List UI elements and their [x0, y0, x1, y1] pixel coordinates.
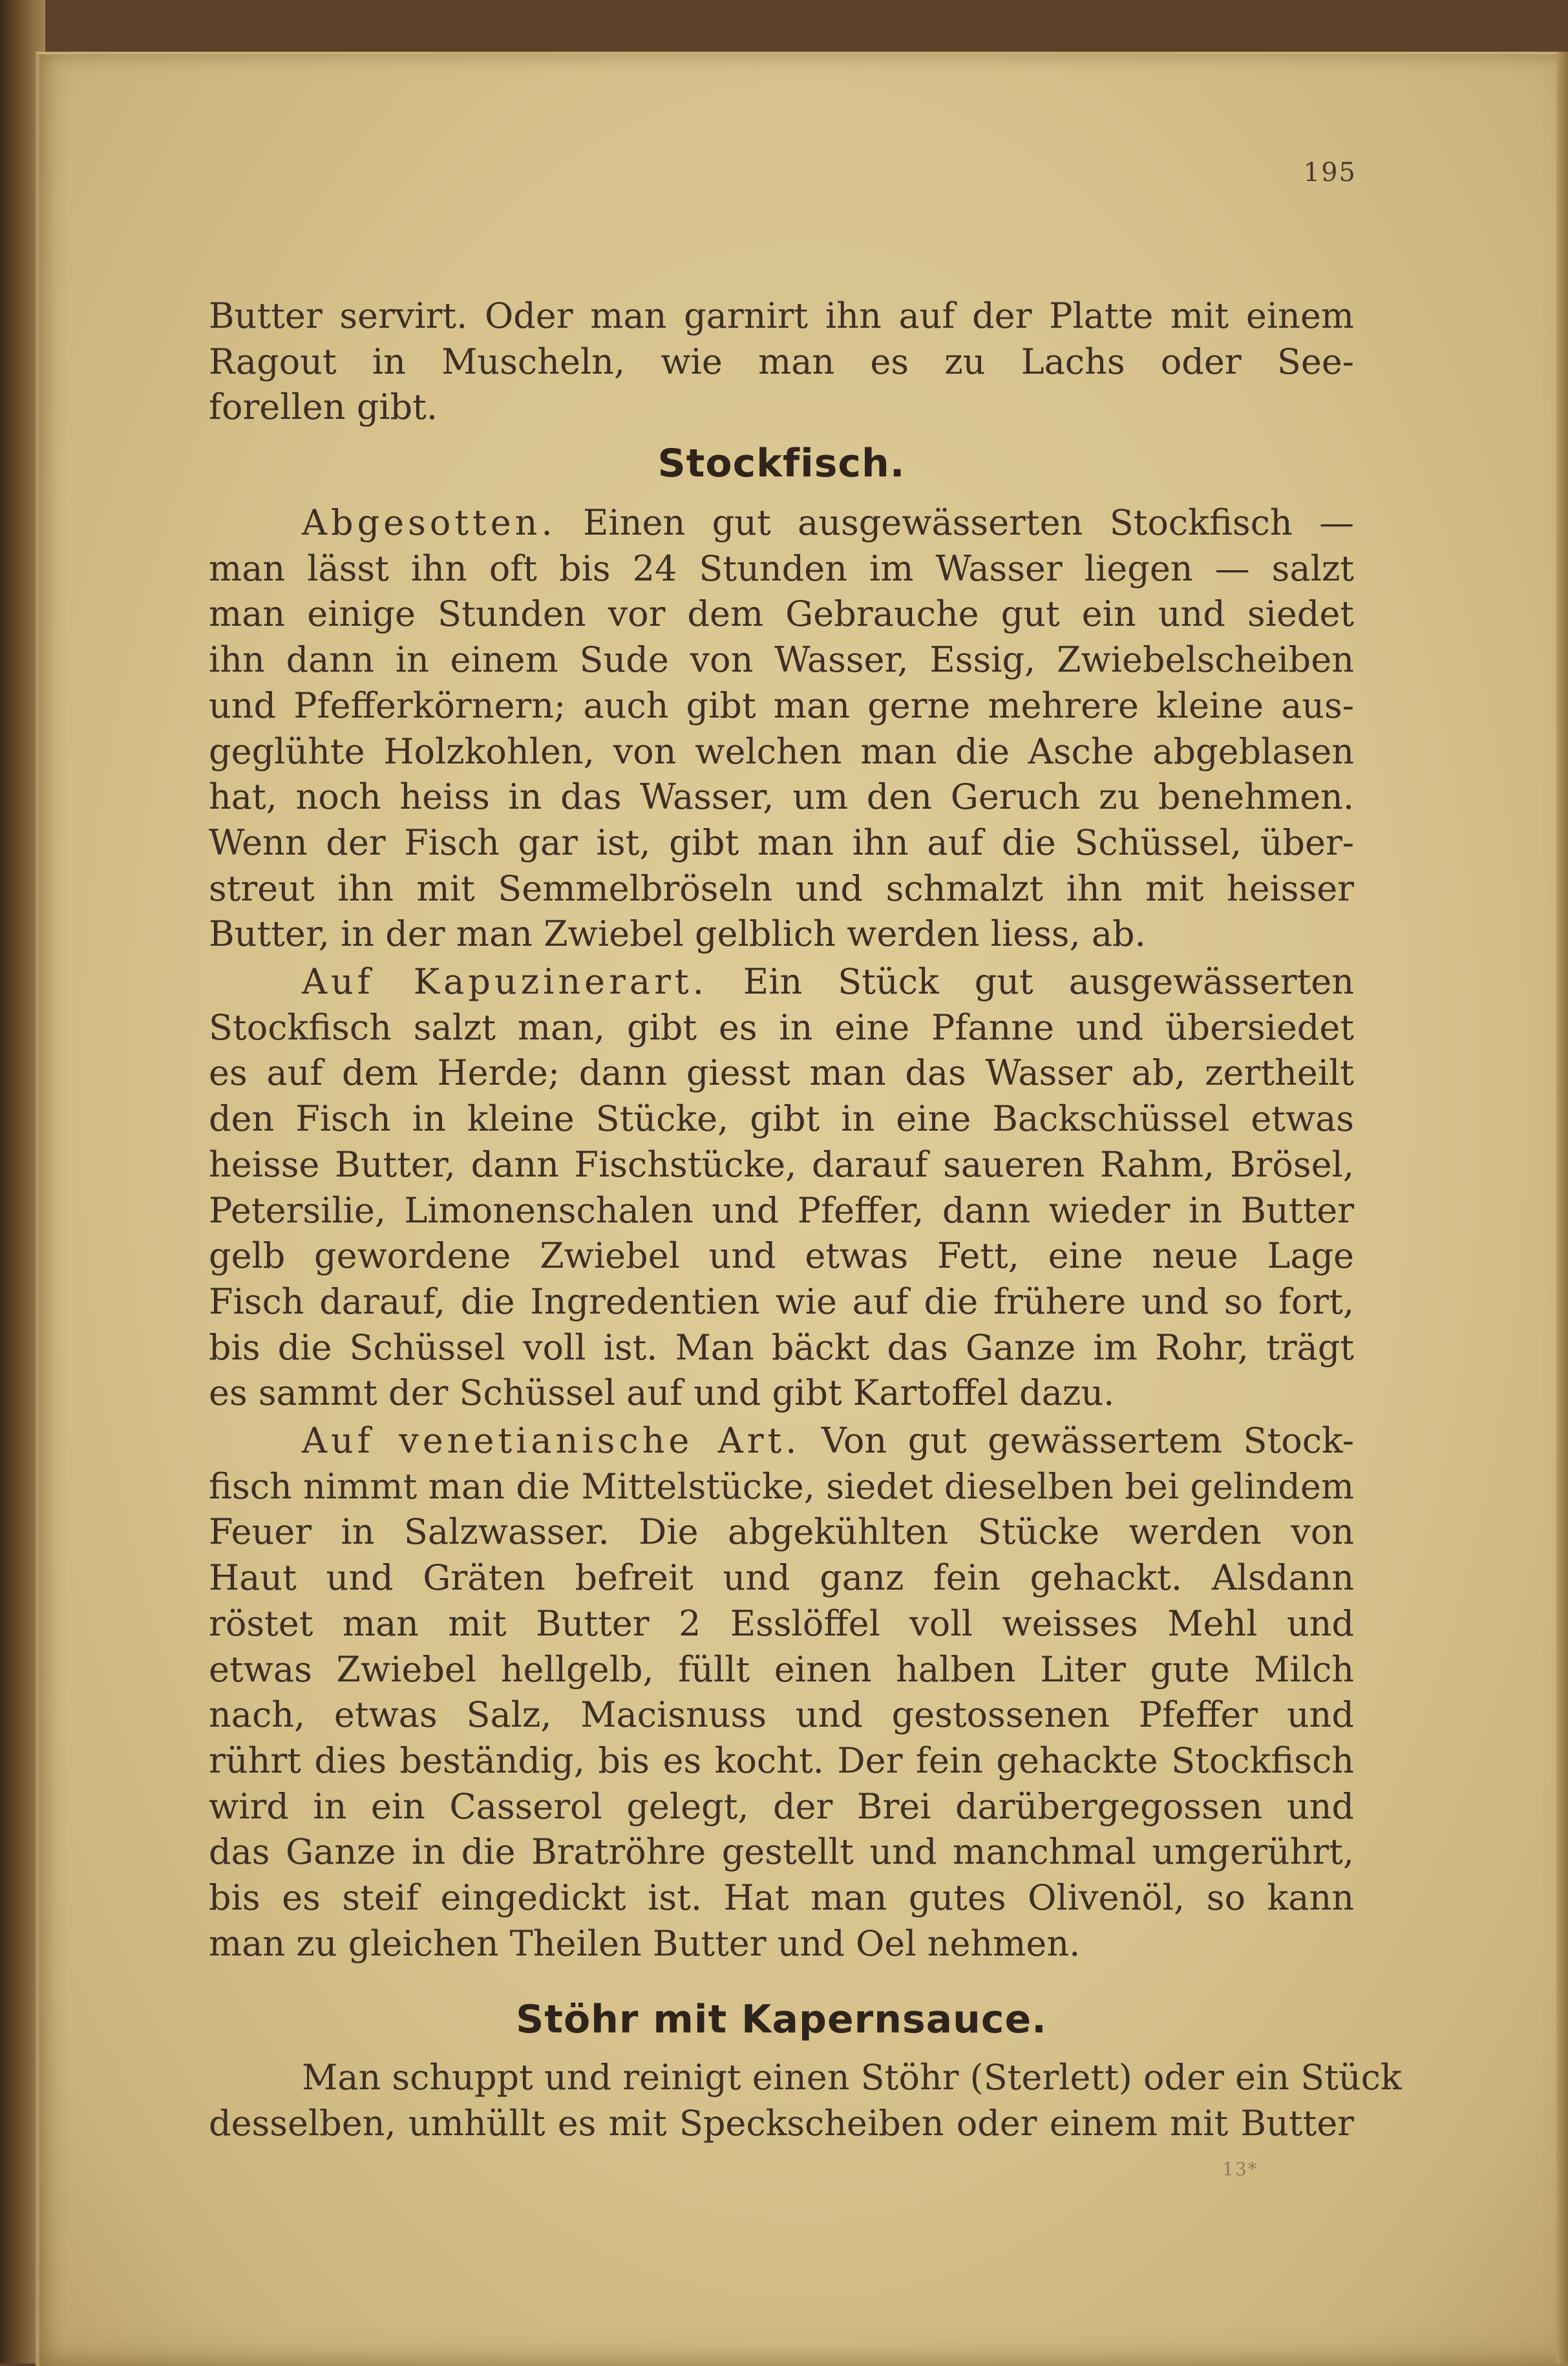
text-line: wird in ein Casserol gelegt, der Brei darübergegossen und	[209, 1785, 1354, 1827]
text-line: es sammt der Schüssel auf und gibt Kartoffel dazu.	[209, 1372, 1115, 1414]
text-line: Butter servirt. Oder man garnirt ihn auf der Platte mit einem	[209, 295, 1354, 336]
text-line: Ragout in Muscheln, wie man es zu Lachs oder See-	[209, 341, 1354, 382]
text-line: Feuer in Salzwasser. Die abgekühlten Stücke werden von	[209, 1511, 1354, 1553]
text-line: fisch nimmt man die Mittelstücke, siedet dieselben bei gelindem	[209, 1465, 1354, 1507]
text-line: Stockfisch salzt man, gibt es in eine Pfanne und übersiedet	[209, 1007, 1354, 1048]
page-edge	[1556, 52, 1568, 2363]
text-line: man einige Stunden vor dem Gebrauche gut ein und siedet	[209, 593, 1354, 635]
text-line: den Fisch in kleine Stücke, gibt in eine Backschüssel etwas	[209, 1098, 1354, 1140]
text-line: Abgesotten. Einen gut ausgewässerten Stockfisch —	[302, 502, 1354, 543]
text-line: desselben, umhüllt es mit Speckscheiben oder einem mit Butter	[209, 2102, 1354, 2144]
recipe-lead: Auf Kapuzinerart.	[302, 961, 708, 1002]
text-line: nach, etwas Salz, Macisnuss und gestossenen Pfeffer und	[209, 1694, 1354, 1736]
text-line: gelb gewordene Zwiebel und etwas Fett, eine neue Lage	[209, 1235, 1354, 1277]
paragraph-venetianische-art	[209, 1418, 1354, 1966]
text-line: streut ihn mit Semmelbröseln und schmalzt ihn mit heisser	[209, 868, 1354, 909]
text-line: Fisch darauf, die Ingredentien wie auf die frühere und so fort,	[209, 1281, 1354, 1322]
text-line: Auf venetianische Art. Von gut gewässertem Stock-	[302, 1420, 1355, 1461]
recipe-lead: Auf venetianische Art.	[302, 1420, 801, 1461]
text-line: etwas Zwiebel hellgelb, füllt einen halben Liter gute Milch	[209, 1648, 1354, 1690]
text-line: Haut und Gräten befreit und ganz fein gehackt. Alsdann	[209, 1557, 1354, 1599]
paragraph-stoehr	[209, 2055, 1402, 2146]
text-line: Auf Kapuzinerart. Ein Stück gut ausgewässerten	[302, 961, 1354, 1002]
paragraph-continuation	[209, 293, 1354, 431]
text-line: bis es steif eingedickt ist. Hat man gutes Olivenöl, so kann	[209, 1877, 1354, 1919]
text-line: man zu gleichen Theilen Butter und Oel nehmen.	[209, 1923, 1081, 1964]
text-line: bis die Schüssel voll ist. Man bäckt das Ganze im Rohr, trägt	[209, 1327, 1354, 1368]
text-line: ihn dann in einem Sude von Wasser, Essig, Zwiebelscheiben	[209, 639, 1354, 681]
text-line: man lässt ihn oft bis 24 Stunden im Wasser liegen — salzt	[209, 548, 1354, 589]
text-line: heisse Butter, dann Fischstücke, darauf saueren Rahm, Brösel,	[209, 1144, 1354, 1185]
paragraph-abgesotten	[209, 500, 1354, 957]
book-page	[36, 52, 1568, 2366]
text-line: Man schuppt und reinigt einen Stöhr (Sterlett) oder ein Stück	[302, 2057, 1402, 2098]
text-line: hat, noch heiss in das Wasser, um den Geruch zu benehmen.	[209, 776, 1354, 818]
text-line: geglühte Holzkohlen, von welchen man die Asche abgeblasen	[209, 730, 1354, 772]
page-number: 195	[1303, 158, 1357, 187]
paragraph-kapuzinerart	[209, 959, 1354, 1416]
text-line: Butter, in der man Zwiebel gelblich werden liess, ab.	[209, 913, 1146, 955]
text-line: rührt dies beständig, bis es kocht. Der fein gehackte Stockfisch	[209, 1740, 1354, 1781]
text-line: und Pfefferkörnern; auch gibt man gerne mehrere kleine aus-	[209, 685, 1354, 726]
printer-signature-mark: 13*	[1222, 2158, 1258, 2180]
text-line: Wenn der Fisch gar ist, gibt man ihn auf die Schüssel, über-	[209, 822, 1354, 863]
section-heading-stoehr: Stöhr mit Kapernsauce.	[516, 1997, 1047, 2042]
text-line: es auf dem Herde; dann giesst man das Wasser ab, zertheilt	[209, 1052, 1354, 1094]
recipe-lead: Abgesotten.	[302, 502, 556, 543]
text-line: das Ganze in die Bratröhre gestellt und manchmal umgerührt,	[209, 1831, 1354, 1873]
section-heading-stockfisch: Stockfisch.	[657, 441, 906, 486]
text-line: röstet man mit Butter 2 Esslöffel voll weisses Mehl und	[209, 1603, 1354, 1644]
text-line: Petersilie, Limonenschalen und Pfeffer, dann wieder in Butter	[209, 1189, 1354, 1231]
text-line: forellen gibt.	[209, 387, 438, 428]
